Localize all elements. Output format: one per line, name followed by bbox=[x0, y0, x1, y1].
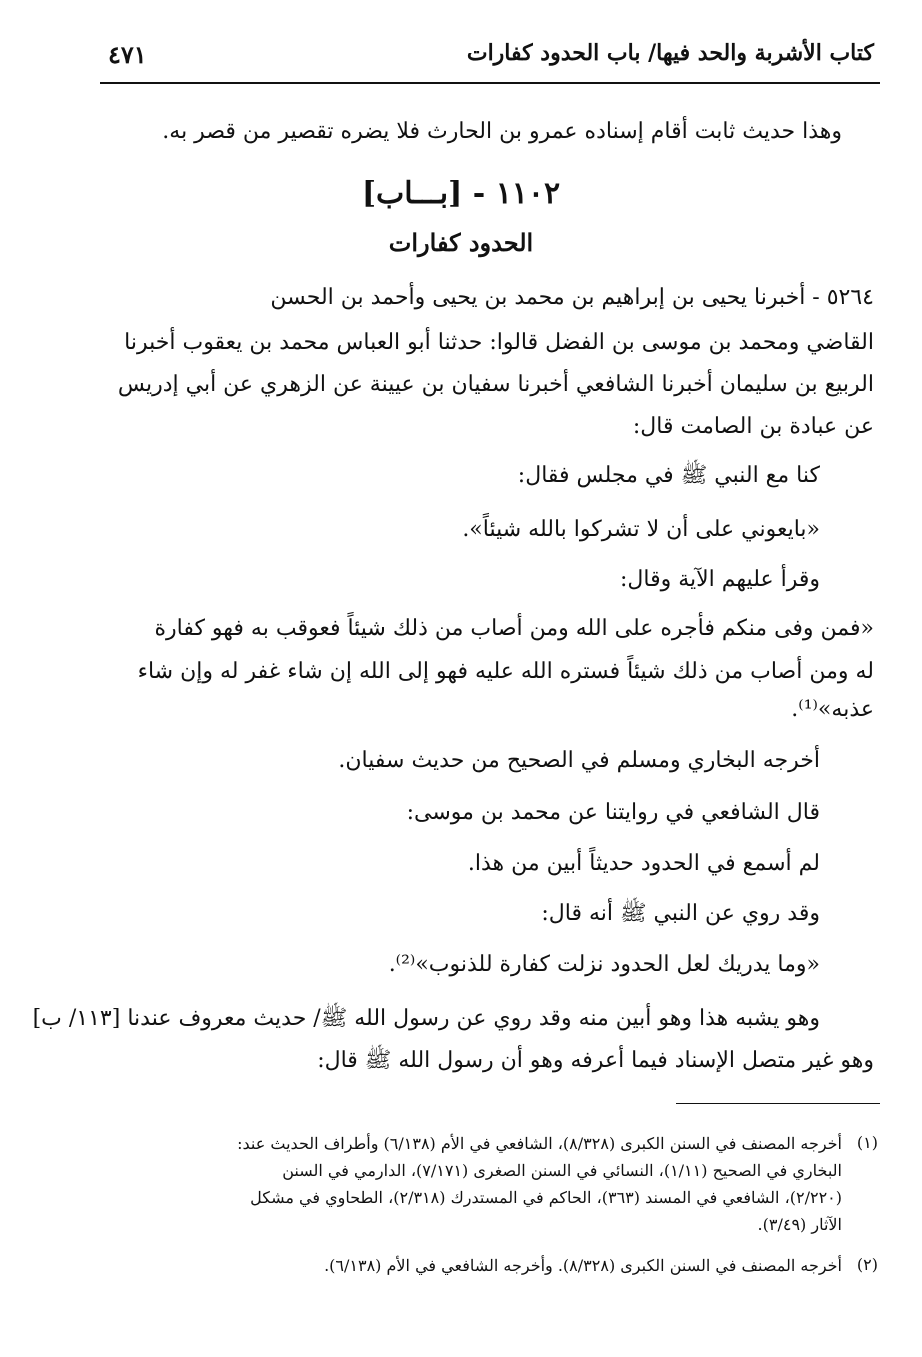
header-rule bbox=[100, 82, 880, 84]
body-line: «بايعوني على أن لا تشركوا بالله شيئاً». bbox=[462, 517, 820, 542]
body-line: وقد روي عن النبي ﷺ أنه قال: bbox=[541, 901, 820, 926]
chapter-title: الحدود كفارات bbox=[388, 228, 534, 257]
body-line: عن عبادة بن الصامت قال: bbox=[632, 414, 874, 439]
body-line: «فمن وفى منكم فأجره على الله ومن أصاب من ذلك شيئاً فعوقب به فهو كفارة bbox=[154, 616, 874, 641]
body-line: لم أسمع في الحدود حديثاً أبين من هذا. bbox=[467, 851, 820, 876]
footnote-line: (٢/٢٢٠)، الشافعي في المسند (٣٦٣)، الحاكم في المستدرك (٢/٣١٨)، الطحاوي في مشكل bbox=[250, 1188, 842, 1207]
body-line: له ومن أصاب من ذلك شيئاً فستره الله عليه فهو إلى الله إن شاء غفر له وإن شاء bbox=[137, 659, 874, 684]
intro-line: وهذا حديث ثابت أقام إسناده عمرو بن الحارث فلا يضره تقصير من قصر به. bbox=[162, 119, 842, 144]
body-line: كنا مع النبي ﷺ في مجلس فقال: bbox=[517, 463, 820, 488]
body-line: قال الشافعي في روايتنا عن محمد بن موسى: bbox=[406, 800, 820, 825]
footnote-line: أخرجه المصنف في السنن الكبرى (٨/٣٢٨). وأخرجه الشافعي في الأم (٦/١٣٨). bbox=[324, 1256, 842, 1275]
footnote-line: أخرجه المصنف في السنن الكبرى (٨/٣٢٨)، الشافعي في الأم (٦/١٣٨) وأطراف الحديث عند: bbox=[237, 1134, 842, 1153]
running-title: كتاب الأشربة والحد فيها/ باب الحدود كفارات bbox=[466, 40, 874, 66]
body-line: أخرجه البخاري ومسلم في الصحيح من حديث سفيان. bbox=[338, 748, 820, 773]
footnote-marker: (٢) bbox=[856, 1255, 878, 1274]
chapter-number: ١١٠٢ - [بـــاب] bbox=[361, 176, 561, 211]
footnote-line: البخاري في الصحيح (١/١١)، النسائي في السنن الصغرى (٧/١٧١)، الدارمي في السنن bbox=[282, 1161, 842, 1180]
page-number: ٤٧١ bbox=[108, 40, 147, 69]
footnote-line: الآثار (٣/٤٩). bbox=[757, 1215, 842, 1234]
body-line: الربيع بن سليمان أخبرنا الشافعي أخبرنا سفيان بن عيينة عن الزهري عن أبي إدريس bbox=[117, 372, 874, 397]
body-line: «وما يدريك لعل الحدود نزلت كفارة للذنوب»⁽²⁾. bbox=[388, 952, 820, 977]
body-line: القاضي ومحمد بن موسى بن الفضل قالوا: حدثنا أبو العباس محمد بن يعقوب أخبرنا bbox=[124, 330, 874, 355]
footnote-rule bbox=[676, 1103, 880, 1104]
hadith-number-line: ٥٢٦٤ - أخبرنا يحيى بن إبراهيم بن محمد بن يحيى وأحمد بن الحسن bbox=[270, 285, 874, 310]
body-line: وهو غير متصل الإسناد فيما أعرفه وهو أن رسول الله ﷺ قال: bbox=[317, 1048, 874, 1073]
body-line: وقرأ عليهم الآية وقال: bbox=[619, 567, 820, 592]
body-line: وهو يشبه هذا وهو أبين منه وقد روي عن رسول الله ﷺ/ حديث معروف عندنا [١١٣/ ب] bbox=[32, 1006, 820, 1031]
footnote-marker: (١) bbox=[856, 1133, 878, 1152]
body-line: عذبه»⁽¹⁾. bbox=[791, 697, 874, 722]
